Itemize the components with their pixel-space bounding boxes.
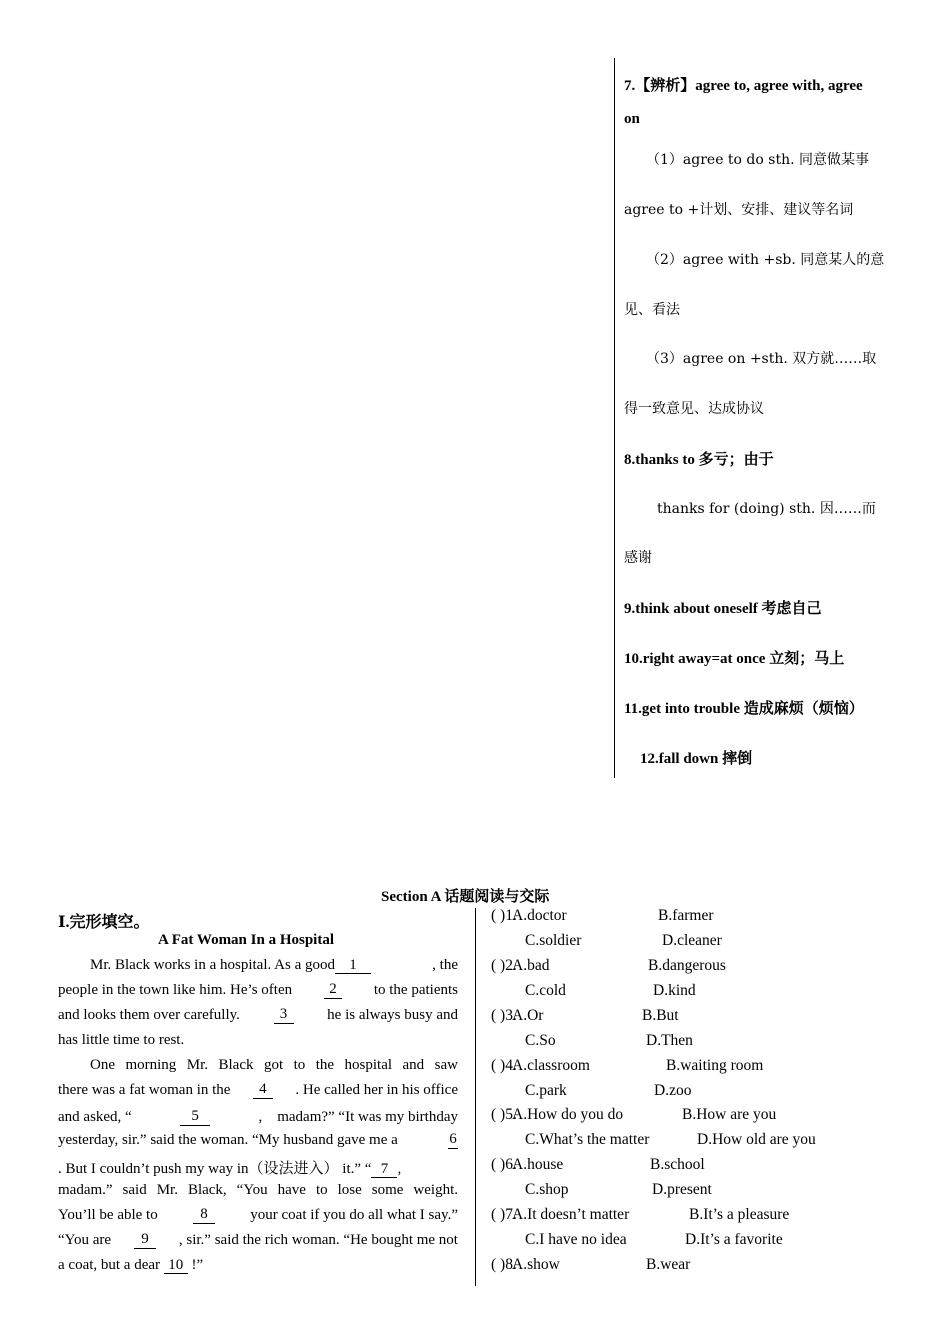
cloze-divider (475, 908, 476, 1286)
passage-text: yesterday, sir.” said the woman. “My husband gave me a (58, 1132, 398, 1148)
blank-8[interactable]: 8 (193, 1207, 215, 1224)
option-1c[interactable]: C.soldier (525, 932, 582, 949)
option-6b[interactable]: B.school (650, 1156, 705, 1173)
passage-text: One morning Mr. Black got to the hospital and saw (90, 1057, 458, 1073)
option-2a[interactable]: A.bad (512, 957, 550, 974)
option-3c[interactable]: C.So (525, 1032, 556, 1049)
option-3a[interactable]: A.Or (512, 1007, 544, 1024)
passage-text: , madam?” “It was my birthday (258, 1109, 458, 1125)
option-1a[interactable]: A.doctor (512, 907, 567, 924)
section-title: Section A 话题阅读与交际 (381, 889, 550, 905)
option-5d[interactable]: D.How old are you (697, 1131, 816, 1148)
option-6c[interactable]: C.shop (525, 1181, 569, 1198)
option-7a[interactable]: A.It doesn’t matter (512, 1206, 630, 1223)
option-5a[interactable]: A.How do you do (512, 1106, 624, 1123)
passage-line (58, 1157, 401, 1178)
passage-text: “You are (58, 1232, 112, 1248)
option-5b[interactable]: B.How are you (682, 1106, 777, 1123)
passage-text: , sir.” said the rich woman. “He bought me not (178, 1232, 458, 1248)
passage-text: a coat, but a dear (58, 1257, 161, 1273)
story-title: A Fat Woman In a Hospital (158, 932, 335, 948)
passage-text: , (397, 1161, 402, 1177)
option-4c[interactable]: C.park (525, 1082, 567, 1099)
note-7-3: （3）agree on +sth. 双方就……取 (646, 351, 877, 367)
passage-line (58, 1132, 458, 1149)
blank-6[interactable]: 6 (449, 1131, 457, 1147)
passage-line (58, 1007, 458, 1024)
option-1d[interactable]: D.cleaner (662, 932, 722, 949)
blank-1[interactable]: 1 (335, 958, 371, 974)
passage-text: your coat if you do all what I say.” (250, 1207, 458, 1223)
note-7-title: 7.【辨析】agree to, agree with, agree (624, 78, 863, 94)
option-4b[interactable]: B.waiting room (666, 1057, 764, 1074)
blank-9[interactable]: 9 (134, 1232, 156, 1249)
option-4a[interactable]: A.classroom (512, 1057, 590, 1074)
note-7-2b: 见、看法 (624, 302, 680, 318)
passage-text: . He called her in his office (295, 1082, 458, 1098)
note-8: 8.thanks to 多亏；由于 (624, 452, 774, 468)
passage-text: and looks them over carefully. (58, 1007, 240, 1023)
option-6a[interactable]: A.house (512, 1156, 564, 1173)
blank-7[interactable]: 7 (371, 1162, 397, 1178)
passage-text: , the (432, 957, 458, 973)
note-8c: 感谢 (624, 550, 652, 566)
note-11: 11.get into trouble 造成麻烦（烦恼） (624, 701, 864, 717)
option-5c[interactable]: C.What’s the matter (525, 1131, 650, 1148)
option-8b[interactable]: B.wear (646, 1256, 691, 1273)
option-2c[interactable]: C.cold (525, 982, 566, 999)
passage-text: and asked, “ (58, 1109, 132, 1125)
question-1-number[interactable]: ( )1. (491, 907, 517, 924)
passage-line (58, 982, 458, 999)
passage-text: You’ll be able to (58, 1207, 158, 1223)
option-3b[interactable]: B.But (642, 1007, 679, 1024)
option-4d[interactable]: D.zoo (654, 1082, 692, 1099)
passage-text: to the patients (373, 982, 458, 998)
passage-line (58, 1232, 458, 1249)
note-7-2: （2）agree with +sb. 同意某人的意 (646, 252, 885, 268)
blank-2[interactable]: 2 (324, 982, 342, 999)
passage-text: he is always busy and (327, 1007, 458, 1023)
option-7d[interactable]: D.It’s a favorite (685, 1231, 783, 1248)
passage-line (58, 1109, 458, 1126)
passage-text: Mr. Black works in a hospital. As a good (90, 957, 335, 973)
note-7-1: （1）agree to do sth. 同意做某事 (646, 152, 870, 168)
question-8-number[interactable]: ( )8. (491, 1256, 517, 1273)
notes-divider (614, 58, 615, 778)
passage-text: there was a fat woman in the (58, 1082, 231, 1098)
question-7-number[interactable]: ( )7. (491, 1206, 517, 1223)
cloze-heading: Ⅰ.完形填空。 (58, 914, 150, 931)
passage-line (58, 1082, 458, 1099)
option-7b[interactable]: B.It’s a pleasure (689, 1206, 790, 1223)
passage-line (58, 1182, 458, 1199)
note-12: 12.fall down 摔倒 (640, 751, 753, 767)
option-8a[interactable]: A.show (512, 1256, 560, 1273)
passage-text: !” (191, 1257, 204, 1273)
option-6d[interactable]: D.present (652, 1181, 712, 1198)
passage-line (58, 1032, 184, 1049)
passage-line (90, 957, 458, 974)
option-3d[interactable]: D.Then (646, 1032, 693, 1049)
note-7-3b: 得一致意见、达成协议 (624, 401, 764, 417)
note-9: 9.think about oneself 考虑自己 (624, 601, 822, 617)
note-10: 10.right away=at once 立刻；马上 (624, 651, 845, 667)
question-3-number[interactable]: ( )3. (491, 1007, 517, 1024)
question-6-number[interactable]: ( )6. (491, 1156, 517, 1173)
passage-text: has little time to rest. (58, 1032, 185, 1048)
question-4-number[interactable]: ( )4. (491, 1057, 517, 1074)
blank-10[interactable]: 10 (164, 1258, 188, 1274)
passage-line (90, 1057, 458, 1074)
passage-line (58, 1207, 458, 1224)
note-7-1b: agree to +计划、安排、建议等名词 (624, 202, 854, 218)
passage-text: . But I couldn’t push my way in（设法进入） it.” “ (58, 1161, 372, 1177)
option-1b[interactable]: B.farmer (658, 907, 714, 924)
option-2d[interactable]: D.kind (653, 982, 696, 999)
blank-5[interactable]: 5 (180, 1109, 210, 1126)
option-7c[interactable]: C.I have no idea (525, 1231, 627, 1248)
note-7-title-cont: on (624, 111, 640, 127)
question-5-number[interactable]: ( )5. (491, 1106, 517, 1123)
option-2b[interactable]: B.dangerous (648, 957, 726, 974)
blank-4[interactable]: 4 (253, 1082, 273, 1099)
passage-text: people in the town like him. He’s often (58, 982, 293, 998)
blank-3[interactable]: 3 (274, 1007, 294, 1024)
passage-text: madam.” said Mr. Black, “You have to lose some weight. (58, 1182, 458, 1198)
passage-line (58, 1257, 203, 1274)
question-2-number[interactable]: ( )2. (491, 957, 517, 974)
note-8b: thanks for (doing) sth. 因……而 (657, 501, 876, 517)
